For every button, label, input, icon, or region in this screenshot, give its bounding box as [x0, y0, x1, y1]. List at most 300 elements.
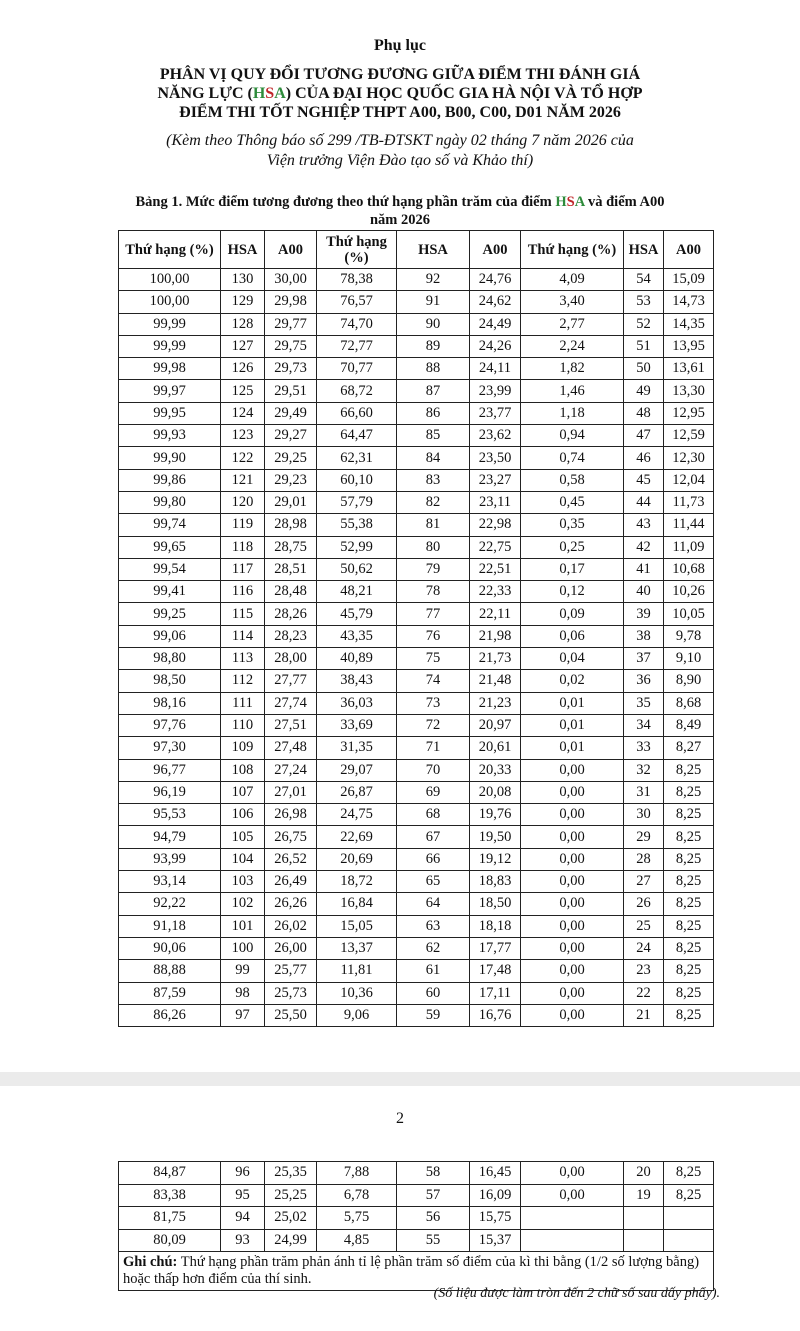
table-cell: 26,00	[265, 937, 317, 959]
note-label: Ghi chú:	[123, 1254, 178, 1270]
table-cell: 80	[397, 536, 470, 558]
table-cell: 97,30	[119, 737, 221, 759]
table-cell: 100	[221, 937, 265, 959]
table-cell: 64,47	[317, 425, 397, 447]
table-cell: 79	[397, 558, 470, 580]
table-cell: 103	[221, 871, 265, 893]
table-cell: 123	[221, 425, 265, 447]
table-cell: 6,78	[317, 1184, 397, 1207]
table-cell: 28,23	[265, 625, 317, 647]
table-cell: 23,99	[470, 380, 521, 402]
table-cell: 8,25	[664, 1184, 714, 1207]
table-cell: 25	[624, 915, 664, 937]
table-cell: 0,35	[521, 514, 624, 536]
table-cell: 84	[397, 447, 470, 469]
table-cell: 83	[397, 469, 470, 491]
table-cell: 102	[221, 893, 265, 915]
table-cell: 24,62	[470, 291, 521, 313]
table-cell: 0,04	[521, 648, 624, 670]
table-cell	[521, 1229, 624, 1252]
table-cell: 25,77	[265, 960, 317, 982]
table-row	[119, 1162, 714, 1185]
header-a00: A00	[664, 231, 714, 269]
table-row	[119, 514, 714, 536]
table-cell: 116	[221, 581, 265, 603]
table-cell: 36	[624, 670, 664, 692]
table-cell: 20,08	[470, 781, 521, 803]
table-cell: 24,49	[470, 313, 521, 335]
table-cell: 99,25	[119, 603, 221, 625]
table-cell: 57	[397, 1184, 470, 1207]
table-cell: 90,06	[119, 937, 221, 959]
table-cell: 40,89	[317, 648, 397, 670]
table-cell: 4,85	[317, 1229, 397, 1252]
table-cell: 16,76	[470, 1004, 521, 1026]
table-cell: 95,53	[119, 804, 221, 826]
table-cell: 8,90	[664, 670, 714, 692]
table-cell: 33,69	[317, 714, 397, 736]
table-cell: 60,10	[317, 469, 397, 491]
table-cell: 19,12	[470, 848, 521, 870]
table-cell: 0,00	[521, 848, 624, 870]
table-cell: 38	[624, 625, 664, 647]
table-cell: 26,52	[265, 848, 317, 870]
table-row	[119, 714, 714, 736]
table-cell: 33	[624, 737, 664, 759]
table-cell: 20,33	[470, 759, 521, 781]
table-cell: 80,09	[119, 1229, 221, 1252]
table-row	[119, 491, 714, 513]
table-cell: 12,04	[664, 469, 714, 491]
table-cell: 55,38	[317, 514, 397, 536]
table-row	[119, 937, 714, 959]
table-cell: 29,49	[265, 402, 317, 424]
table-row	[119, 625, 714, 647]
document-subtitle	[0, 131, 800, 171]
table-cell: 1,18	[521, 402, 624, 424]
table-cell: 18,72	[317, 871, 397, 893]
table-cell: 42	[624, 536, 664, 558]
table-cell: 66,60	[317, 402, 397, 424]
table-cell: 99	[221, 960, 265, 982]
header-rank: Thứ hạng (%)	[317, 231, 397, 269]
title-line-3: ĐIỂM THI TỐT NGHIỆP THPT A00, B00, C00, D01 NĂM 2026	[179, 104, 621, 121]
table-cell: 63	[397, 915, 470, 937]
table-cell: 28,00	[265, 648, 317, 670]
table-cell: 22,51	[470, 558, 521, 580]
table-cell: 56	[397, 1207, 470, 1230]
table-cell: 29,25	[265, 447, 317, 469]
table-cell: 1,46	[521, 380, 624, 402]
table-cell: 27,01	[265, 781, 317, 803]
table-cell: 99,93	[119, 425, 221, 447]
table-cell: 43	[624, 514, 664, 536]
table-row	[119, 871, 714, 893]
table-cell: 48,21	[317, 581, 397, 603]
table-cell: 67	[397, 826, 470, 848]
table-cell: 10,26	[664, 581, 714, 603]
subtitle-line-2: Viện trưởng Viện Đào tạo số và Khảo thí)	[266, 152, 534, 169]
table-cell: 88	[397, 358, 470, 380]
table-cell: 34	[624, 714, 664, 736]
note-text: Thứ hạng phần trăm phản ánh tỉ lệ phần trăm số điểm của kì thi bằng (1/2 số lượng bằng) hoặc thấp hơn điểm của thí sinh.	[123, 1254, 700, 1287]
table-row	[119, 1184, 714, 1207]
table-cell: 4,09	[521, 269, 624, 291]
table-cell: 22,33	[470, 581, 521, 603]
table-caption-line-2: năm 2026	[369, 212, 431, 228]
table-cell: 99,86	[119, 469, 221, 491]
table-cell: 124	[221, 402, 265, 424]
table-cell: 130	[221, 269, 265, 291]
table-cell: 104	[221, 848, 265, 870]
table-cell: 57,79	[317, 491, 397, 513]
table-cell: 43,35	[317, 625, 397, 647]
table-cell: 119	[221, 514, 265, 536]
table-cell: 93	[221, 1229, 265, 1252]
table-cell: 29,01	[265, 491, 317, 513]
table-cell: 23,77	[470, 402, 521, 424]
table-caption	[0, 193, 800, 229]
table-cell: 31	[624, 781, 664, 803]
table-caption-line-1: Bảng 1. Mức điểm tương đương theo thứ hạng phần trăm của điểm HSA và điểm A00	[135, 194, 665, 210]
table-cell: 21,48	[470, 670, 521, 692]
table-cell: 21,98	[470, 625, 521, 647]
table-cell: 59	[397, 1004, 470, 1026]
table-cell: 13,61	[664, 358, 714, 380]
table-cell: 99,74	[119, 514, 221, 536]
table-cell: 121	[221, 469, 265, 491]
table-cell: 25,25	[265, 1184, 317, 1207]
table-cell: 8,25	[664, 826, 714, 848]
table-row	[119, 603, 714, 625]
table-cell: 0,94	[521, 425, 624, 447]
table-cell: 8,25	[664, 1004, 714, 1026]
table-cell: 24,76	[470, 269, 521, 291]
table-cell: 55	[397, 1229, 470, 1252]
table-cell: 112	[221, 670, 265, 692]
table-cell: 35	[624, 692, 664, 714]
table-row	[119, 447, 714, 469]
table-cell: 7,88	[317, 1162, 397, 1185]
table-cell: 99,97	[119, 380, 221, 402]
table-cell: 8,25	[664, 960, 714, 982]
table-row	[119, 425, 714, 447]
table-cell: 107	[221, 781, 265, 803]
table-cell: 108	[221, 759, 265, 781]
table-cell: 12,59	[664, 425, 714, 447]
table-cell: 90	[397, 313, 470, 335]
table-cell: 48	[624, 402, 664, 424]
table-cell: 13,95	[664, 335, 714, 357]
table-cell	[521, 1207, 624, 1230]
table-cell: 0,01	[521, 692, 624, 714]
table-cell: 14,35	[664, 313, 714, 335]
table-cell: 11,44	[664, 514, 714, 536]
table-row	[119, 982, 714, 1004]
table-cell: 15,09	[664, 269, 714, 291]
document-title	[0, 65, 800, 122]
table-cell: 29,27	[265, 425, 317, 447]
page-number: 2	[396, 1110, 404, 1127]
table-cell	[624, 1229, 664, 1252]
table-cell: 36,03	[317, 692, 397, 714]
table-cell: 28,75	[265, 536, 317, 558]
table-cell: 58	[397, 1162, 470, 1185]
table-cell: 30,00	[265, 269, 317, 291]
table-cell: 86,26	[119, 1004, 221, 1026]
table-cell: 69	[397, 781, 470, 803]
table-cell: 50,62	[317, 558, 397, 580]
table-cell: 122	[221, 447, 265, 469]
table-cell: 0,02	[521, 670, 624, 692]
table-cell: 3,40	[521, 291, 624, 313]
table-cell: 96,77	[119, 759, 221, 781]
table-cell: 0,09	[521, 603, 624, 625]
table-cell: 24,99	[265, 1229, 317, 1252]
table-row	[119, 313, 714, 335]
table-cell: 106	[221, 804, 265, 826]
table-cell: 24,26	[470, 335, 521, 357]
score-table	[118, 230, 714, 1027]
table-cell: 38,43	[317, 670, 397, 692]
table-cell: 23	[624, 960, 664, 982]
table-cell: 44	[624, 491, 664, 513]
table-cell: 70,77	[317, 358, 397, 380]
table-cell: 25,35	[265, 1162, 317, 1185]
table-cell: 13,37	[317, 937, 397, 959]
table-cell: 49	[624, 380, 664, 402]
table-cell: 99,90	[119, 447, 221, 469]
table-cell: 20,97	[470, 714, 521, 736]
table-cell: 50	[624, 358, 664, 380]
table-cell: 72,77	[317, 335, 397, 357]
table-row	[119, 1207, 714, 1230]
table-cell: 27,48	[265, 737, 317, 759]
table-cell: 97,76	[119, 714, 221, 736]
table-cell: 19,50	[470, 826, 521, 848]
table-cell	[664, 1207, 714, 1230]
table-cell	[664, 1229, 714, 1252]
table-cell: 52	[624, 313, 664, 335]
table-cell: 20	[624, 1162, 664, 1185]
header-rank: Thứ hạng (%)	[521, 231, 624, 269]
table-cell: 18,83	[470, 871, 521, 893]
table-cell: 9,06	[317, 1004, 397, 1026]
table-body-continued	[119, 1162, 714, 1252]
table-cell: 99,06	[119, 625, 221, 647]
table-cell: 8,25	[664, 848, 714, 870]
subtitle-line-1: (Kèm theo Thông báo số 299 /TB-ĐTSKT ngày 02 tháng 7 năm 2026 của	[166, 132, 634, 149]
table-cell: 99,65	[119, 536, 221, 558]
table-cell: 30	[624, 804, 664, 826]
table-cell: 11,09	[664, 536, 714, 558]
header-hsa: HSA	[624, 231, 664, 269]
table-cell: 26,02	[265, 915, 317, 937]
table-cell: 76,57	[317, 291, 397, 313]
table-row	[119, 960, 714, 982]
table-cell: 118	[221, 536, 265, 558]
table-cell: 0,45	[521, 491, 624, 513]
table-cell: 1,82	[521, 358, 624, 380]
table-row	[119, 536, 714, 558]
table-cell: 17,77	[470, 937, 521, 959]
table-cell: 23,62	[470, 425, 521, 447]
table-cell: 0,00	[521, 1184, 624, 1207]
table-cell: 89	[397, 335, 470, 357]
table-cell: 16,09	[470, 1184, 521, 1207]
table-cell: 0,17	[521, 558, 624, 580]
table-cell: 8,68	[664, 692, 714, 714]
table-cell: 23,50	[470, 447, 521, 469]
table-cell: 66	[397, 848, 470, 870]
table-row	[119, 402, 714, 424]
table-cell: 15,75	[470, 1207, 521, 1230]
table-cell: 0,00	[521, 937, 624, 959]
table-cell: 29,07	[317, 759, 397, 781]
table-cell: 111	[221, 692, 265, 714]
table-cell: 0,12	[521, 581, 624, 603]
table-cell: 98,80	[119, 648, 221, 670]
score-table-continued	[118, 1161, 714, 1291]
table-cell: 0,00	[521, 781, 624, 803]
table-cell: 0,58	[521, 469, 624, 491]
table-cell: 96	[221, 1162, 265, 1185]
table-cell: 22,98	[470, 514, 521, 536]
table-cell: 74,70	[317, 313, 397, 335]
table-cell: 46	[624, 447, 664, 469]
header-hsa: HSA	[221, 231, 265, 269]
table-cell: 81	[397, 514, 470, 536]
table-cell: 99,80	[119, 491, 221, 513]
table-row	[119, 670, 714, 692]
table-cell: 99,41	[119, 581, 221, 603]
table-cell: 8,27	[664, 737, 714, 759]
table-cell: 8,25	[664, 804, 714, 826]
table-cell: 73	[397, 692, 470, 714]
table-cell: 28,26	[265, 603, 317, 625]
table-cell: 101	[221, 915, 265, 937]
table-cell: 26,26	[265, 893, 317, 915]
table-cell: 9,78	[664, 625, 714, 647]
header-hsa: HSA	[397, 231, 470, 269]
table-cell: 92,22	[119, 893, 221, 915]
table-cell: 24,75	[317, 804, 397, 826]
table-cell: 31,35	[317, 737, 397, 759]
table-cell: 14,73	[664, 291, 714, 313]
table-cell: 29,23	[265, 469, 317, 491]
table-cell: 25,02	[265, 1207, 317, 1230]
table-row	[119, 759, 714, 781]
table-cell	[624, 1207, 664, 1230]
table-cell: 29	[624, 826, 664, 848]
table-cell: 8,25	[664, 781, 714, 803]
table-cell: 2,24	[521, 335, 624, 357]
table-cell: 85	[397, 425, 470, 447]
table-cell: 29,73	[265, 358, 317, 380]
table-cell: 29,75	[265, 335, 317, 357]
table-cell: 0,01	[521, 714, 624, 736]
table-cell: 21,23	[470, 692, 521, 714]
table-cell: 62	[397, 937, 470, 959]
table-cell: 100,00	[119, 291, 221, 313]
table-cell: 27	[624, 871, 664, 893]
table-row	[119, 893, 714, 915]
table-cell: 28	[624, 848, 664, 870]
table-cell: 25,73	[265, 982, 317, 1004]
table-cell: 29,51	[265, 380, 317, 402]
table-cell: 18,18	[470, 915, 521, 937]
table-cell: 75	[397, 648, 470, 670]
table-row	[119, 269, 714, 291]
table-cell: 45	[624, 469, 664, 491]
table-cell: 10,05	[664, 603, 714, 625]
table-row	[119, 1229, 714, 1252]
table-cell: 71	[397, 737, 470, 759]
table-cell: 29,77	[265, 313, 317, 335]
table-cell: 91,18	[119, 915, 221, 937]
table-row	[119, 915, 714, 937]
table-cell: 15,37	[470, 1229, 521, 1252]
table-cell: 22	[624, 982, 664, 1004]
table-row	[119, 380, 714, 402]
table-cell: 110	[221, 714, 265, 736]
table-cell: 98,16	[119, 692, 221, 714]
table-body	[119, 269, 714, 1027]
table-cell: 87	[397, 380, 470, 402]
table-row	[119, 558, 714, 580]
table-cell: 77	[397, 603, 470, 625]
table-cell: 26,49	[265, 871, 317, 893]
table-cell: 94	[221, 1207, 265, 1230]
table-cell: 100,00	[119, 269, 221, 291]
table-cell: 54	[624, 269, 664, 291]
table-cell: 26,75	[265, 826, 317, 848]
table-cell: 41	[624, 558, 664, 580]
table-cell: 0,06	[521, 625, 624, 647]
table-cell: 99,98	[119, 358, 221, 380]
table-cell: 2,77	[521, 313, 624, 335]
table-cell: 97	[221, 1004, 265, 1026]
table-cell: 0,25	[521, 536, 624, 558]
table-cell: 120	[221, 491, 265, 513]
table-row	[119, 848, 714, 870]
table-cell: 17,11	[470, 982, 521, 1004]
table-cell: 93,99	[119, 848, 221, 870]
table-cell: 53	[624, 291, 664, 313]
table-cell: 74	[397, 670, 470, 692]
header-rank: Thứ hạng (%)	[119, 231, 221, 269]
table-cell: 126	[221, 358, 265, 380]
table-cell: 8,49	[664, 714, 714, 736]
table-cell: 21,73	[470, 648, 521, 670]
table-cell: 114	[221, 625, 265, 647]
table-cell: 19,76	[470, 804, 521, 826]
table-cell: 28,48	[265, 581, 317, 603]
table-cell: 72	[397, 714, 470, 736]
table-cell: 62,31	[317, 447, 397, 469]
table-cell: 0,00	[521, 804, 624, 826]
table-cell: 27,51	[265, 714, 317, 736]
table-cell: 81,75	[119, 1207, 221, 1230]
table-cell: 99,95	[119, 402, 221, 424]
title-line-1: PHÂN VỊ QUY ĐỔI TƯƠNG ĐƯƠNG GIỮA ĐIỂM THI ĐÁNH GIÁ	[159, 66, 641, 83]
table-row	[119, 358, 714, 380]
table-cell: 86	[397, 402, 470, 424]
header-a00: A00	[470, 231, 521, 269]
appendix-heading: Phụ lục	[373, 37, 426, 54]
table-cell: 27,77	[265, 670, 317, 692]
table-cell: 0,00	[521, 982, 624, 1004]
